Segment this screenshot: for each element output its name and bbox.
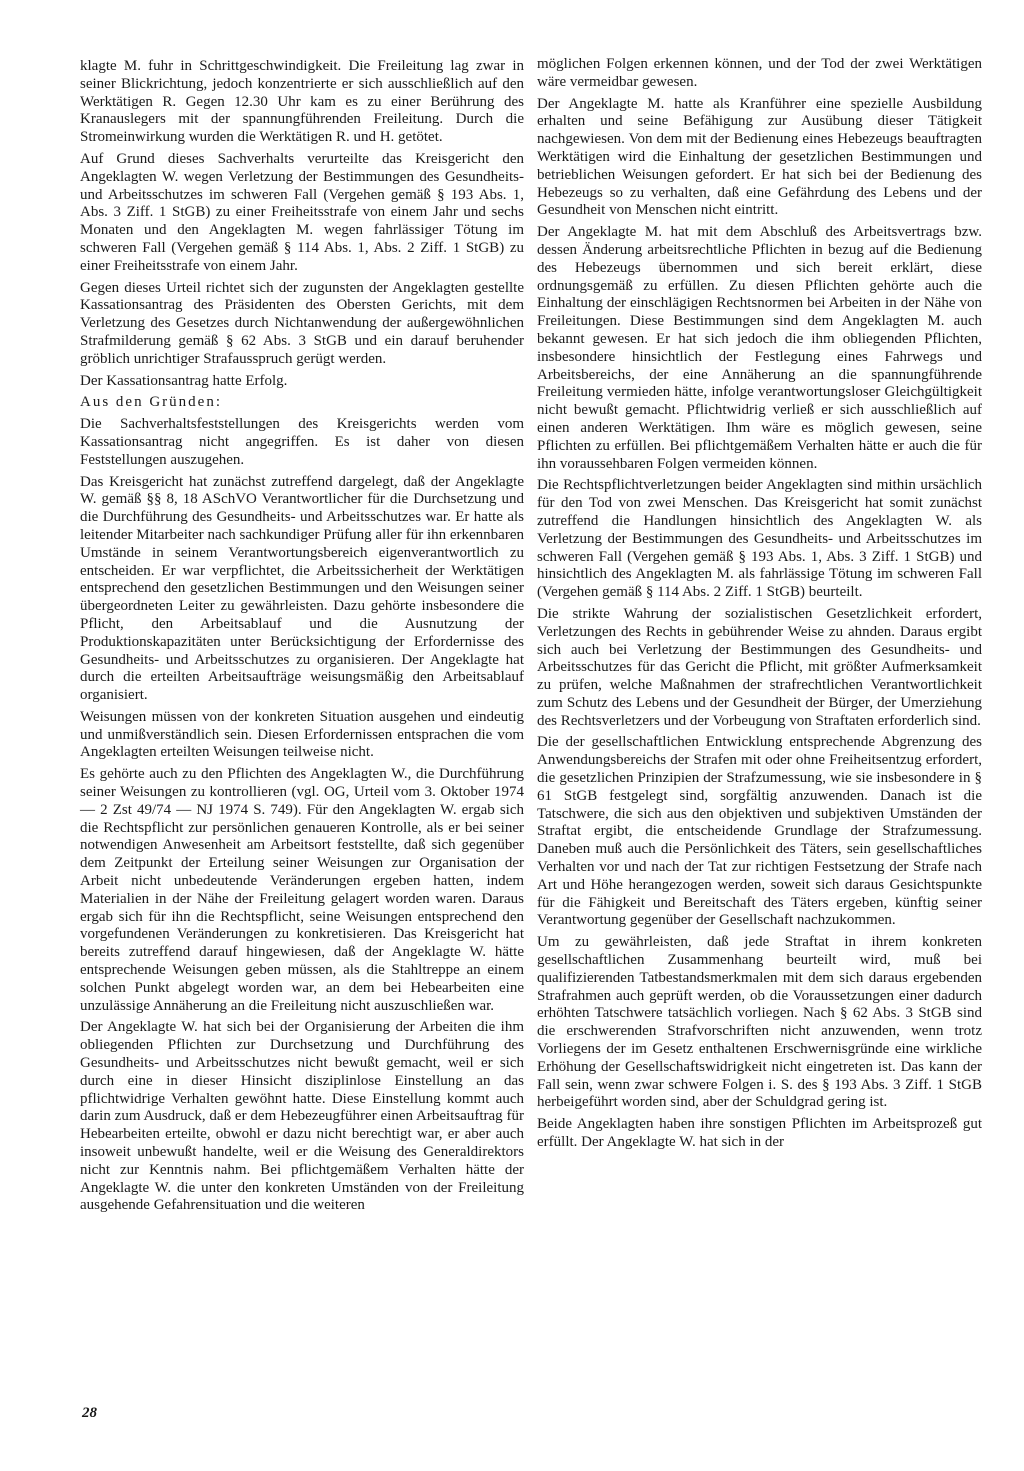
paragraph-instructions: Weisungen müssen von der konkreten Situation ausgehen und eindeutig und unmißverständlich sein. Diesen Erfordernissen entsprachen die vom Angeklagten erteilten Weisungen teilweise nicht. <box>80 708 524 761</box>
paragraph-cassation-result: Der Kassationsantrag hatte Erfolg. <box>80 372 288 389</box>
paragraph-legality: Die strikte Wahrung der sozialistischen Gesetzlichkeit erfordert, Verletzungen des Rechts in gebührender Weise zu ahnden. Daraus ergibt sich auch bei Verletzung der Bestimmungen des Gesundheits- und Arbeitsschutzes für das Gericht die Pflicht, mit größter Aufmerksamkeit zu prüfen, welche Maßnahmen der strafrechtlichen Verantwortlichkeit zum Schutz des Lebens und der Gesundheit der Bürger, der Umerziehung des Rechtsverletzers und der Vorbeugung von Straftaten erforderlich sind. <box>537 605 982 729</box>
paragraph-cassation-request: Gegen dieses Urteil richtet sich der zugunsten der Angeklagten gestellte Kassationsantrag des Präsidenten des Obersten Gerichts, mit dem Verletzung des Gesetzes durch Nichtanwendung der außergewöhnlichen Strafmilderung gemäß § 62 Abs. 3 StGB und ein darauf beruhender gröblich unrichtiger Strafausspruch gerügt werden. <box>80 279 524 367</box>
paragraph-verdict: Auf Grund dieses Sachverhalts verurteilte das Kreisgericht den Angeklagten W. wegen Verletzung der Bestimmungen des Gesundheits- und Arbeitsschutzes im schweren Fall (Vergehen gemäß § 193 Abs. 1, Abs. 3 Ziff. 1 StGB) zu einer Freiheitsstrafe von einem Jahr und sechs Monaten und den Angeklagten M. wegen fahrlässiger Tötung im schweren Fall (Vergehen gemäß § 114 Abs. 1, Abs. 2 Ziff. 1 StGB) zu einer Freiheitsstrafe von einem Jahr. <box>80 150 524 274</box>
paragraph-control-duty: Es gehörte auch zu den Pflichten des Angeklagten W., die Durchführung seiner Weisungen zu kontrollieren (vgl. OG, Urteil vom 3. Oktober 1974 — 2 Zst 49/74 — NJ 1974 S. 749). Für den Angeklagten W. ergab sich die Rechtspflicht zur persönlichen genaueren Kontrolle, als er bei seiner notwendigen Anwesenheit am Arbeitsort feststellte, daß sich gegenüber dem Zeitpunkt der Erteilung seiner Weisungen zur Organisation der Arbeit nicht unbedeutende Veränderungen ergeben hatten, indem Materialien in der Nähe der Freileitung gelagert worden waren. Daraus ergab sich für ihn die Rechtspflicht, seine Weisungen entsprechend den vorgefundenen Veränderungen zu konkretisieren. Das Kreisgericht hat bereits zutreffend darauf hingewiesen, daß der Angeklagte W. hätte entsprechende Weisungen geben müssen, als die Stahltreppe an einem solchen Punkt abgelegt worden war, an dem bei Hebearbeiten eine unzulässige Annäherung an die Freileitung nicht auszuschließen war. <box>80 766 524 1014</box>
right-column <box>537 56 982 1156</box>
paragraph-organisation-w: Der Angeklagte W. hat sich bei der Organisierung der Arbeiten die ihm obliegenden Pflichten zur Durchsetzung und Durchführung des Gesundheits- und Arbeitsschutzes nicht bewußt gemacht, weil er sich durch eine in dieser Hinsicht disziplinlose Einstellung an das pflichtwidrige Verhalten gewöhnt hatte. Diese Einstellung kommt auch darin zum Ausdruck, daß er dem Hebezeugführer einen Arbeitsauftrag für Hebearbeiten erteilte, obwohl er dazu nicht berechtigt war, er aber auch insoweit unbewußt handelte, weil er die Weisung des Generaldirektors nicht zur Kenntnis nahm. Bei pflichtgemäßem Verhalten hätte der Angeklagte W. die unter den konkreten Umständen von der Freileitung ausgehende Gefahrensituation und die weiteren <box>80 1019 524 1214</box>
paragraph-sentencing-principles: Die der gesellschaftlichen Entwicklung entsprechende Abgrenzung des Anwendungsbereichs der Strafen mit oder ohne Freiheitsentzug erfordert, die gesetzlichen Prinzipien der Strafzumessung, wie sie insbesondere in § 61 StGB festgelegt sind, sorgfältig anzuwenden. Danach ist die Tatschwere, die sich aus den objektiven und subjektiven Umständen der Straftat ergibt, die entscheidende Grundlage der Strafzumessung. Daneben muß auch die Persönlichkeit des Täters, sein gesellschaftliches Verhalten vor und nach der Tat zur richtigen Festsetzung der Strafe nach Art und Höhe herangezogen werden, soweit sich daraus Gesichtspunkte für die Fähigkeit und Bereitschaft des Täters ergeben, künftig seiner Verantwortung gegenüber der Gesellschaft nachzukommen. <box>537 734 982 929</box>
paragraph-responsibility-w: Das Kreisgericht hat zunächst zutreffend dargelegt, daß der Angeklagte W. gemäß §§ 8, 18 ASchVO Verantwortlicher für die Durchsetzung und die Durchführung des Gesundheits- und Arbeitsschutzes war. Er hatte als leitender Mitarbeiter nach sachkundiger Prüfung aller für ihn erkennbaren Umstände in seinem Verantwortungsbereich eigenverantwortlich zu entscheiden. Er war verpflichtet, die Arbeitssicherheit der Werktätigen entsprechend den gesetzlichen Bestimmungen und den Weisungen seiner übergeordneten Leiter zu gewährleisten. Dazu gehörte insbesondere die Pflicht, den Arbeitsablauf und die Ausnutzung der Produktionskapazitäten unter Berücksichtigung der Erfordernisse des Gesundheits- und Arbeitsschutzes zu organisieren. Der Angeklagte hat durch die erteilten Arbeitsaufträge weisungsmäßig den Arbeitsablauf organisiert. <box>80 473 524 704</box>
paragraph-intro-accident: klagte M. fuhr in Schrittgeschwindigkeit. Die Freileitung lag zwar in seiner Blickrichtung, jedoch konzentrierte er sich ausschließlich auf den Werktätigen R. Gegen 12.30 Uhr kam es zu einer Berührung des Kranauslegers mit der spannungführenden Freileitung. Durch die Stromeinwirkung wurden die Werktätigen R. und H. getötet. <box>80 58 524 146</box>
paragraph-aggravation: Um zu gewährleisten, daß jede Straftat in ihrem konkreten gesellschaftlichen Zusammenhang beurteilt wird, muß bei qualifizierenden Tatbestandsmerkmalen mit dem sich daraus ergebenden Strafrahmen auch geprüft werden, ob die Voraussetzungen einer dadurch erhöhten Tatschwere tatsächlich vorliegen. Nach § 62 Abs. 3 StGB sind die erschwerenden Strafvorschriften nicht anzuwenden, wenn trotz Vorliegens der im Gesetz enthaltenen Erschwernisgründe eine wirkliche Erhöhung der Gesellschaftswidrigkeit nicht eingetreten ist. Das kann der Fall sein, wenn zwar schwere Folgen i. S. des § 193 Abs. 3 Ziff. 1 StGB herbeigeführt worden sind, aber der Schuldgrad gering ist. <box>537 934 982 1111</box>
paragraph-duties-m: Der Angeklagte M. hat mit dem Abschluß des Arbeitsvertrags bzw. dessen Änderung arbeitsrechtliche Pflichten in bezug auf die Bedienung des Hebezeugs übernommen und sich bereit erklärt, diese ordnungsgemäß zu erfüllen. Zu diesen Pflichten gehörte auch die Einhaltung der einschlägigen Rechtsnormen bei Arbeiten in der Nähe von Freileitungen. Diese Bestimmungen sind dem Angeklagten M. auch bekannt gewesen. Er hat sich jedoch die ihm obliegenden Pflichten, insbesondere hinsichtlich der Festlegung eines Fahrwegs und Arbeitsbereichs, der eine Annäherung an die spannungführende Freileitung vermieden hätte, infolge verantwortungsloser Gleichgültigkeit nicht bewußt gemacht. Pflichtwidrig verließ er sich ausschließlich auf einen anderen Werktätigen. Ihm wäre es möglich gewesen, seine Pflichten zu erfüllen. Bei pflichtgemäßem Verhalten hätte er auch die für ihn voraussehbaren Folgen vermeiden können. <box>537 224 982 472</box>
section-heading-reasons: Aus den Gründen: <box>80 394 222 411</box>
paragraph-defendants-conduct: Beide Angeklagten haben ihre sonstigen Pflichten im Arbeitsprozeß gut erfüllt. Der Angeklagte W. hat sich in der <box>537 1116 982 1151</box>
paragraph-causality: Die Rechtspflichtverletzungen beider Angeklagten sind mithin ursächlich für den Tod von zwei Menschen. Das Kreisgericht hat somit zunächst zutreffend die Handlungen hinsichtlich des Angeklagten W. als Verletzung der Bestimmungen des Gesundheits- und Arbeitsschutzes im schweren Fall (Vergehen gemäß § 193 Abs. 1, Abs. 3 Ziff. 1 StGB) und hinsichtlich des Angeklagten M. als fahrlässige Tötung im schweren Fall (Vergehen gemäß § 114 Abs. 2 Ziff. 1 StGB) beurteilt. <box>537 477 982 601</box>
paragraph-findings: Die Sachverhaltsfeststellungen des Kreisgerichts werden vom Kassationsantrag nicht angegriffen. Es ist daher von diesen Feststellungen auszugehen. <box>80 416 524 468</box>
paragraph-crane-operator: Der Angeklagte M. hatte als Kranführer eine spezielle Ausbildung erhalten und seine Befähigung zur Ausübung dieser Tätigkeit nachgewiesen. Von dem mit der Bedienung eines Hebezeugs beauftragten Werktätigen wird die Einhaltung der gesetzlichen Bestimmungen und betrieblichen Weisungen gefordert. Er hat sich bei der Bedienung des Hebezeugs so zu verhalten, daß eine Gefährdung des Lebens und der Gesundheit von Menschen nicht eintritt. <box>537 95 982 219</box>
paragraph-consequences: möglichen Folgen erkennen können, und der Tod der zwei Werktätigen wäre vermeidbar gewesen. <box>537 56 982 90</box>
left-column <box>80 58 524 1219</box>
page-number: 28 <box>82 1405 97 1421</box>
